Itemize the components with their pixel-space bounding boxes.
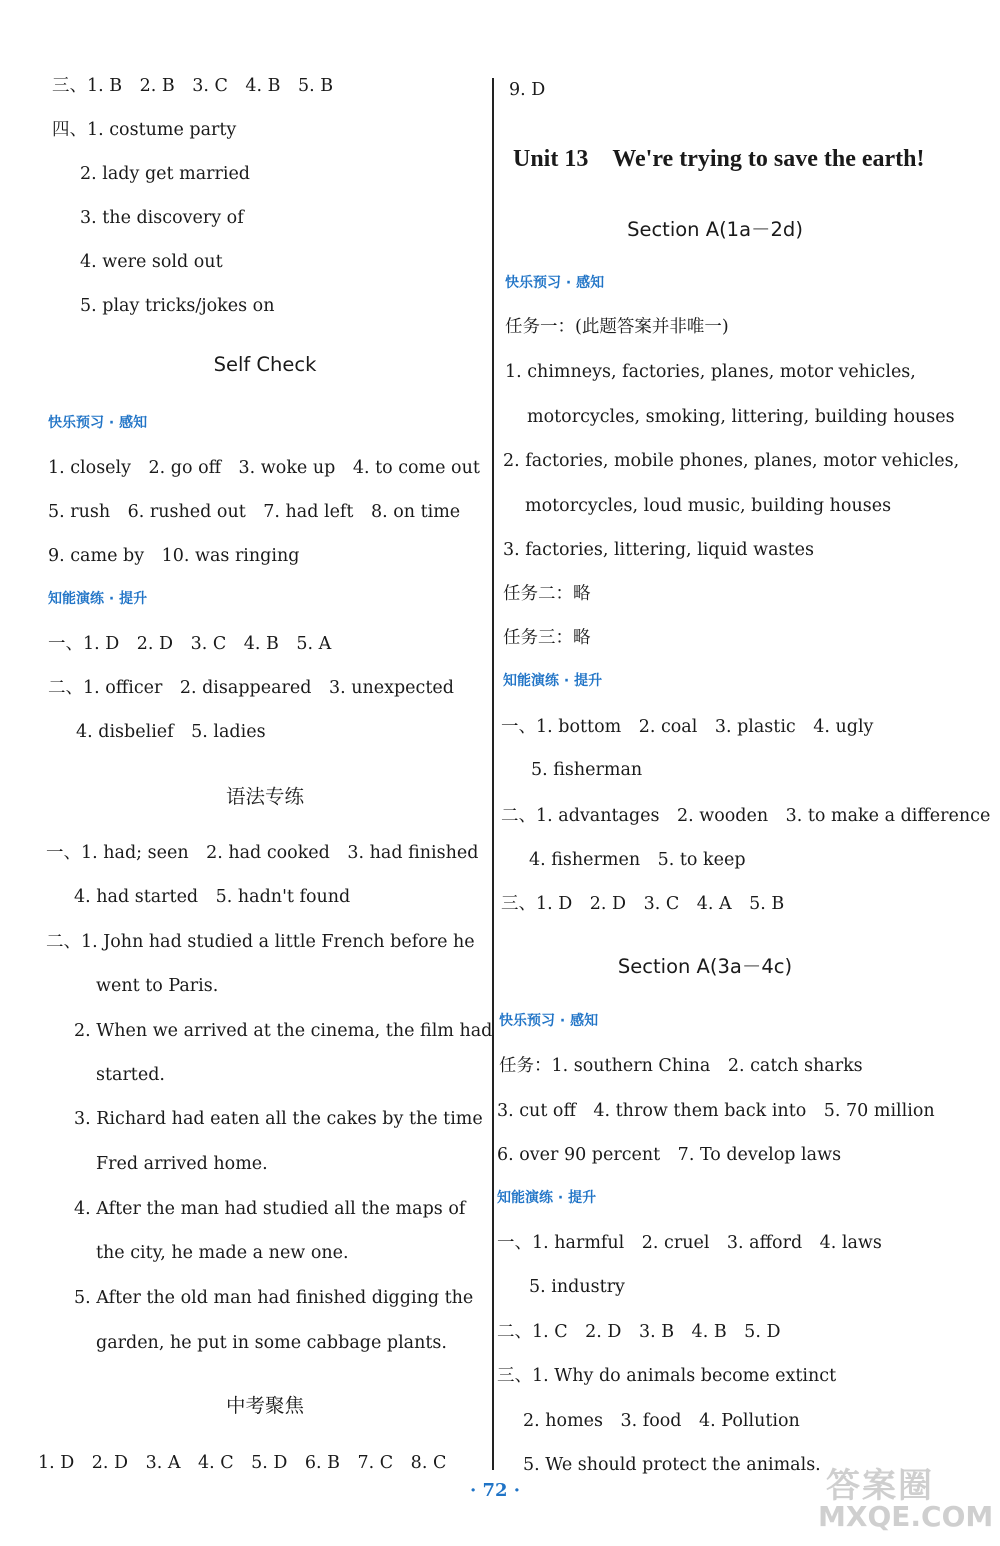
- practice-b-line-4: 三、1. Why do animals become extinct: [497, 1366, 837, 1386]
- self-check-heading: Self Check: [213, 353, 317, 376]
- section-4-item-2: 2. lady get married: [80, 164, 251, 184]
- task-1-item-2a: 2. factories, mobile phones, planes, motor vehicles,: [503, 451, 960, 471]
- task-line-1: 任务：1. southern China 2. catch sharks: [499, 1056, 863, 1076]
- section-4-item-5: 5. play tricks/jokes on: [80, 296, 275, 316]
- grammar-sentence-2b: started.: [96, 1065, 165, 1085]
- section-a-3a-4c-heading: Section A(3a－4c): [617, 955, 793, 978]
- task-3: 任务三：略: [503, 628, 591, 648]
- practice-line-2: 二、1. officer 2. disappeared 3. unexpected: [48, 678, 454, 698]
- task-1-item-1b: motorcycles, smoking, littering, building houses: [527, 407, 955, 427]
- answer-9: 9. D: [509, 80, 546, 100]
- self-check-line-2: 5. rush 6. rushed out 7. had left 8. on time: [48, 502, 461, 522]
- task-2: 任务二：略: [503, 584, 591, 604]
- practice-a-line-4: 4. fishermen 5. to keep: [529, 850, 746, 870]
- practice-a-line-1: 一、1. bottom 2. coal 3. plastic 4. ugly: [501, 717, 874, 737]
- practice-line-1: 一、1. D 2. D 3. C 4. B 5. A: [48, 634, 332, 654]
- grammar-line-2: 4. had started 5. hadn't found: [74, 887, 351, 907]
- watermark-site: MXQE.COM: [818, 1500, 994, 1533]
- unit-title: Unit 13 We're trying to save the earth!: [513, 146, 925, 172]
- task-1-item-3: 3. factories, littering, liquid wastes: [503, 540, 814, 560]
- practice-a-line-2: 5. fisherman: [531, 760, 643, 780]
- exam-focus-heading: 中考聚焦: [225, 1394, 304, 1417]
- grammar-sentence-1b: went to Paris.: [96, 976, 219, 996]
- tag-preview-2: 快乐预习 · 感知: [499, 1013, 599, 1029]
- practice-a-line-5: 三、1. D 2. D 3. C 4. A 5. B: [501, 894, 785, 914]
- self-check-line-3: 9. came by 10. was ringing: [48, 546, 300, 566]
- tag-preview: 快乐预习 · 感知: [48, 415, 148, 431]
- grammar-sentence-2a: 2. When we arrived at the cinema, the film had: [74, 1021, 493, 1041]
- practice-a-line-3: 二、1. advantages 2. wooden 3. to make a difference: [501, 806, 991, 826]
- grammar-line-1: 一、1. had; seen 2. had cooked 3. had finished: [46, 843, 479, 863]
- watermark-logo: 答案圈: [826, 1466, 934, 1506]
- task-1-item-2b: motorcycles, loud music, building houses: [525, 496, 892, 516]
- grammar-sentence-1a: 二、1. John had studied a little French before he: [46, 932, 475, 952]
- page-number: · 72 ·: [469, 1480, 521, 1501]
- tag-practice: 知能演练 · 提升: [48, 591, 148, 607]
- task-line-2: 3. cut off 4. throw them back into 5. 70 million: [497, 1101, 935, 1121]
- practice-b-line-2: 5. industry: [529, 1277, 625, 1297]
- practice-line-3: 4. disbelief 5. ladies: [76, 722, 266, 742]
- column-divider: [492, 78, 494, 1470]
- grammar-sentence-4b: the city, he made a new one.: [96, 1243, 349, 1263]
- tag-practice-2: 知能演练 · 提升: [497, 1190, 597, 1206]
- practice-b-line-5: 2. homes 3. food 4. Pollution: [523, 1411, 800, 1431]
- practice-b-line-6: 5. We should protect the animals.: [523, 1455, 821, 1475]
- section-4-item-4: 4. were sold out: [80, 252, 223, 272]
- grammar-heading: 语法专练: [225, 785, 304, 808]
- task-1-item-1a: 1. chimneys, factories, planes, motor vehicles,: [505, 362, 916, 382]
- section-a-1a-2d-heading: Section A(1a－2d): [627, 218, 803, 241]
- grammar-sentence-5b: garden, he put in some cabbage plants.: [96, 1333, 447, 1353]
- grammar-sentence-4a: 4. After the man had studied all the maps of: [74, 1199, 466, 1219]
- tag-practice: 知能演练 · 提升: [503, 673, 603, 689]
- practice-b-line-3: 二、1. C 2. D 3. B 4. B 5. D: [497, 1322, 781, 1342]
- tag-preview: 快乐预习 · 感知: [505, 275, 605, 291]
- practice-b-line-1: 一、1. harmful 2. cruel 3. afford 4. laws: [497, 1233, 882, 1253]
- task-line-3: 6. over 90 percent 7. To develop laws: [497, 1145, 842, 1165]
- self-check-line-1: 1. closely 2. go off 3. woke up 4. to come out: [48, 458, 480, 478]
- section-4-item-1: 四、1. costume party: [52, 120, 237, 140]
- grammar-sentence-5a: 5. After the old man had finished digging the: [74, 1288, 474, 1308]
- exam-focus-answers: 1. D 2. D 3. A 4. C 5. D 6. B 7. C 8. C: [38, 1453, 447, 1473]
- task-1-heading: 任务一：(此题答案并非唯一): [505, 317, 729, 337]
- section-3-answers: 三、1. B 2. B 3. C 4. B 5. B: [52, 76, 334, 96]
- grammar-sentence-3b: Fred arrived home.: [96, 1154, 268, 1174]
- grammar-sentence-3a: 3. Richard had eaten all the cakes by the time: [74, 1109, 483, 1129]
- section-4-item-3: 3. the discovery of: [80, 208, 244, 228]
